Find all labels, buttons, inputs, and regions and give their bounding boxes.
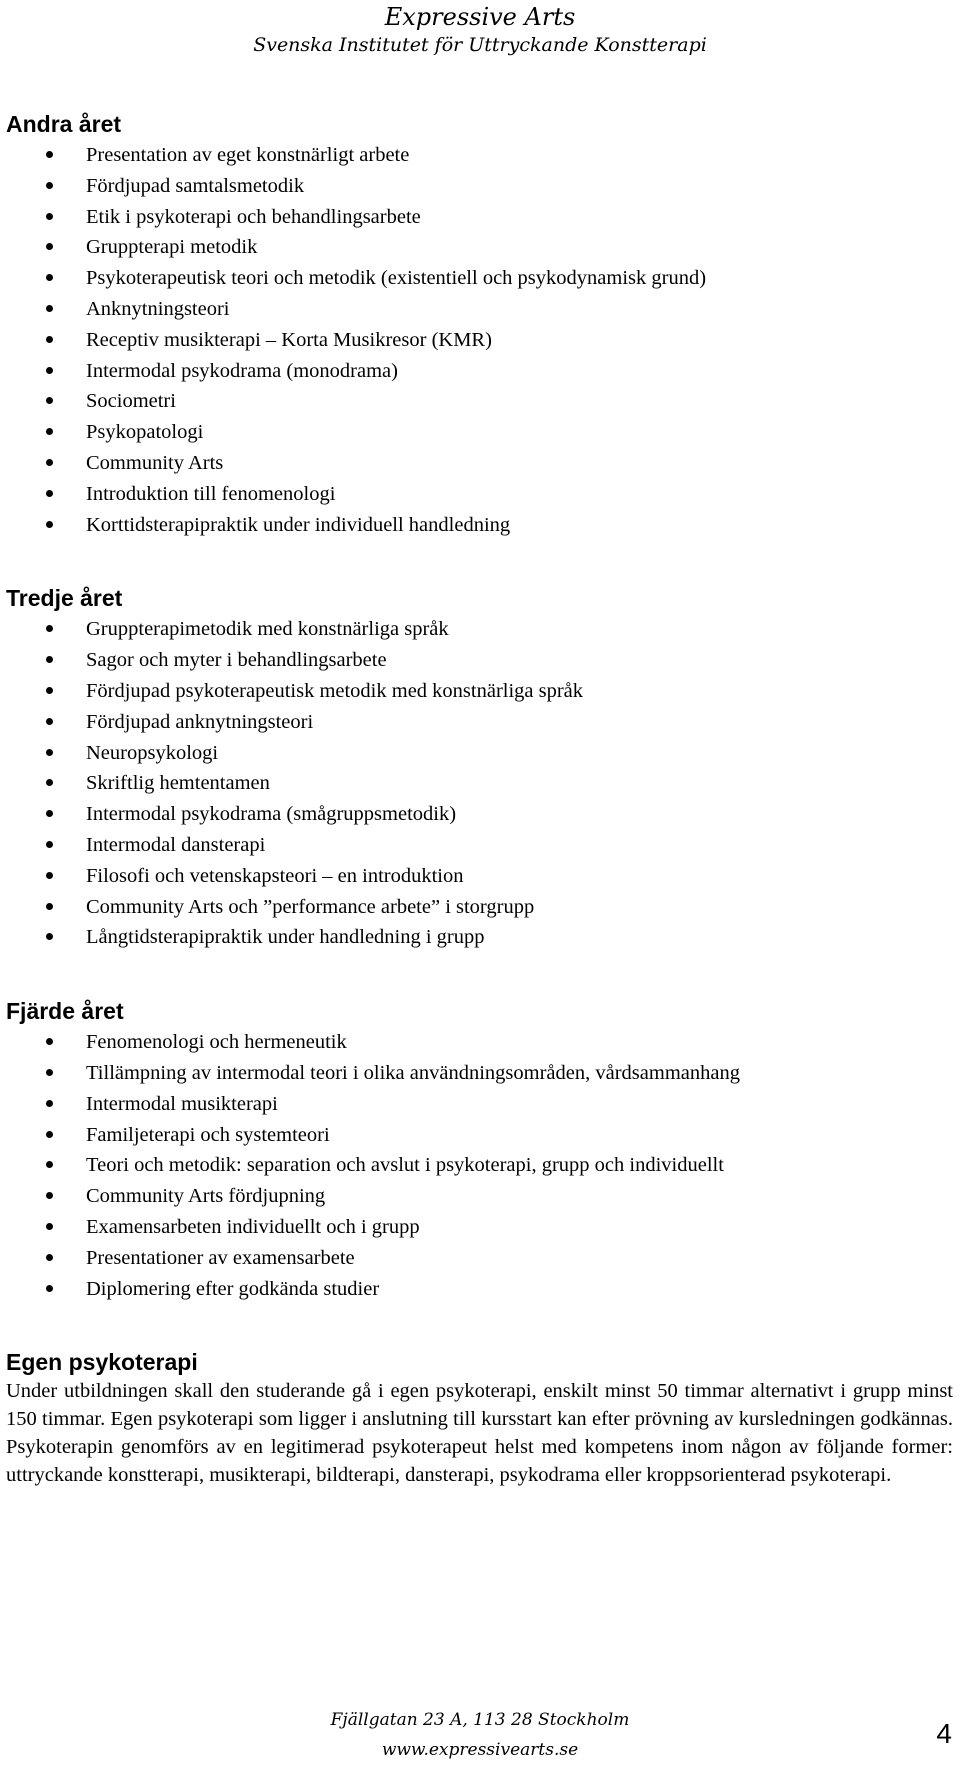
bullet-icon (46, 1131, 53, 1138)
bullet-icon (46, 749, 53, 756)
page-header (0, 0, 960, 58)
bullet-icon (46, 1223, 53, 1230)
bullet-icon (46, 625, 53, 632)
body-paragraph: Under utbildningen skall den studerande gå i egen psykoterapi, enskilt minst 50 timmar alternativt i grupp minst 150 timmar. Egen psykoterapi som ligger i anslutning till kursstart kan efter prövning av kursledningen godkännas. Psykoterapin genomförs av en legitimerad psykoterapeut helst med kompetens inom någon av följande former: uttryckande konstterapi, musikterapi, bildterapi, dansterapi, psykodrama eller kroppsorienterad psykoterapi. (6, 1380, 953, 1486)
list-item: Sagor och myter i behandlingsarbete (6, 645, 956, 676)
list-item: Filosofi och vetenskapsteori – en introduktion (6, 861, 956, 892)
section-heading: Tredje året (6, 585, 123, 612)
list-item: Psykopatologi (6, 417, 956, 448)
course-list (6, 140, 956, 540)
list-item: Intermodal psykodrama (smågruppsmetodik) (6, 799, 956, 830)
list-item: Tillämpning av intermodal teori i olika användningsområden, vårdsammanhang (6, 1058, 956, 1089)
list-item: Intermodal musikterapi (6, 1089, 956, 1120)
bullet-icon (46, 933, 53, 940)
list-item: Fördjupad samtalsmetodik (6, 171, 956, 202)
header-title: Expressive Arts (384, 3, 576, 31)
section-heading: Fjärde året (6, 998, 124, 1025)
course-list (6, 614, 956, 953)
bullet-icon (46, 459, 53, 466)
bullet-icon (46, 367, 53, 374)
bullet-icon (46, 243, 53, 250)
bullet-icon (46, 810, 53, 817)
list-item: Fördjupad psykoterapeutisk metodik med konstnärliga språk (6, 676, 956, 707)
bullet-icon (46, 1069, 53, 1076)
bullet-icon (46, 656, 53, 663)
section-tredje-aret (6, 584, 956, 953)
bullet-icon (46, 151, 53, 158)
list-item: Gruppterapi metodik (6, 232, 956, 263)
list-item: Korttidsterapipraktik under individuell handledning (6, 510, 956, 541)
list-item: Receptiv musikterapi – Korta Musikresor (KMR) (6, 325, 956, 356)
section-fjarde-aret (6, 997, 956, 1304)
bullet-icon (46, 428, 53, 435)
bullet-icon (46, 1100, 53, 1107)
list-item: Presentationer av examensarbete (6, 1243, 956, 1274)
list-item: Community Arts fördjupning (6, 1181, 956, 1212)
list-item: Etik i psykoterapi och behandlingsarbete (6, 202, 956, 233)
bullet-icon (46, 336, 53, 343)
list-item: Fenomenologi och hermeneutik (6, 1027, 956, 1058)
section-heading: Egen psykoterapi (6, 1349, 198, 1376)
bullet-icon (46, 305, 53, 312)
list-item: Skriftlig hemtentamen (6, 768, 956, 799)
footer-website: www.expressivearts.se (381, 1740, 579, 1760)
list-item: Diplomering efter godkända studier (6, 1274, 956, 1305)
bullet-icon (46, 490, 53, 497)
page-number: 4 (936, 1718, 952, 1749)
header-subtitle: Svenska Institutet för Uttryckande Konstterapi (253, 34, 707, 56)
list-item: Gruppterapimetodik med konstnärliga språk (6, 614, 956, 645)
bullet-icon (46, 1192, 53, 1199)
section-heading: Andra året (6, 111, 122, 137)
bullet-icon (46, 1254, 53, 1261)
bullet-icon (46, 1038, 53, 1045)
page-footer (0, 1705, 960, 1765)
section-andra-aret (6, 110, 956, 540)
course-list (6, 1027, 956, 1304)
bullet-icon (46, 841, 53, 848)
list-item: Neuropsykologi (6, 738, 956, 769)
list-item: Psykoterapeutisk teori och metodik (existentiell och psykodynamisk grund) (6, 263, 956, 294)
list-item: Presentation av eget konstnärligt arbete (6, 140, 956, 171)
bullet-icon (46, 182, 53, 189)
list-item: Intermodal dansterapi (6, 830, 956, 861)
list-item: Fördjupad anknytningsteori (6, 707, 956, 738)
bullet-icon (46, 213, 53, 220)
bullet-icon (46, 521, 53, 528)
list-item: Familjeterapi och systemteori (6, 1120, 956, 1151)
bullet-icon (46, 779, 53, 786)
list-item: Community Arts (6, 448, 956, 479)
footer-address: Fjällgatan 23 A, 113 28 Stockholm (330, 1710, 630, 1730)
list-item: Community Arts och ”performance arbete” i storgrupp (6, 892, 956, 923)
bullet-icon (46, 274, 53, 281)
list-item: Sociometri (6, 386, 956, 417)
bullet-icon (46, 1161, 53, 1168)
bullet-icon (46, 1285, 53, 1292)
list-item: Anknytningsteori (6, 294, 956, 325)
bullet-icon (46, 872, 53, 879)
list-item: Examensarbeten individuellt och i grupp (6, 1212, 956, 1243)
document-body (6, 110, 956, 1489)
bullet-icon (46, 718, 53, 725)
list-item: Intermodal psykodrama (monodrama) (6, 356, 956, 387)
section-egen-psykoterapi (6, 1348, 956, 1489)
list-item: Långtidsterapipraktik under handledning i grupp (6, 922, 956, 953)
bullet-icon (46, 687, 53, 694)
bullet-icon (46, 903, 53, 910)
list-item: Teori och metodik: separation och avslut i psykoterapi, grupp och individuellt (6, 1150, 956, 1181)
bullet-icon (46, 397, 53, 404)
list-item: Introduktion till fenomenologi (6, 479, 956, 510)
